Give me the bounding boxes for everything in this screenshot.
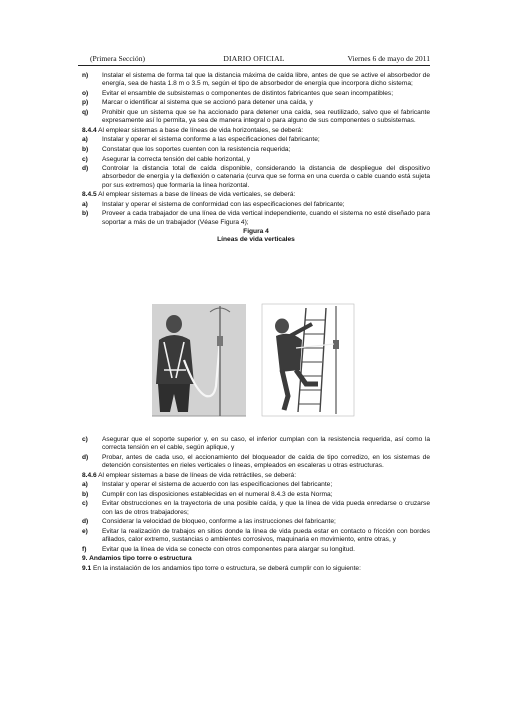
- header-publication: DIARIO OFICIAL: [223, 54, 285, 63]
- list-item: [82, 156, 430, 164]
- paragraph-number: 9.1: [82, 564, 92, 572]
- list-item-marker: b): [82, 210, 89, 218]
- list-item-text: Evitar la realización de trabajos en sitios donde la línea de vida pueda estar en contacto o fricción con bordes afilados, calor extremo, sustancias o ambientes corrosivos, maquinaria en movimiento, entre otras, y: [102, 527, 430, 543]
- list-item-marker: d): [82, 165, 89, 173]
- list-item-marker: p): [82, 99, 89, 107]
- list-item-text: Asegurar la correcta tensión del cable horizontal, y: [102, 155, 251, 163]
- paragraph-number: 8.4.5: [82, 191, 97, 199]
- paragraph-8-4-5: [82, 191, 430, 199]
- list-item: [82, 491, 430, 499]
- header-section: (Primera Sección): [90, 54, 146, 63]
- list-block-5: [82, 481, 430, 554]
- list-item-text: Prohibir que un sistema que se ha accionado para detener una caída, sea reutilizado, salvo que el fabricante expresamente así lo permita, ya sea de manera integral o para alguno de sus componentes o subsistemas.: [102, 108, 430, 125]
- list-item-marker: e): [82, 527, 88, 535]
- list-item-text: Instalar y operar el sistema de acuerdo con las especificaciones del fabricante;: [102, 481, 333, 489]
- list-item-text: Proveer a cada trabajador de una línea de vida vertical independiente, cuando el sistema no esté diseñado para soportar a más de un trabajador (Véase Figura 4);: [102, 210, 430, 226]
- list-item-marker: b): [82, 490, 89, 498]
- worker-harness-image: [152, 304, 246, 416]
- worker-ladder-image: [262, 304, 354, 416]
- list-item-text: Evitar el ensamble de subsistemas o componentes de distintos fabricantes que sean incompatibles;: [102, 89, 394, 97]
- list-item-text: Probar, antes de cada uso, el accionamiento del bloqueador de caída de tipo corredizo, en los sistemas de detención consistentes en rieles verticales o líneas, empleados en escaleras u otras estructuras.: [102, 453, 430, 469]
- list-item: [82, 109, 430, 125]
- header-date: Viernes 6 de mayo de 2011: [347, 54, 430, 63]
- list-item-marker: b): [82, 145, 89, 153]
- section-9-heading: 9. Andamios tipo torre o estructura: [82, 555, 192, 563]
- list-item-marker: d): [82, 453, 89, 461]
- list-item-text: Constatar que los soportes cuenten con la resistencia requerida;: [102, 145, 291, 153]
- list-item-text: Cumplir con las disposiciones establecidas en el numeral 8.4.3 de esta Norma;: [102, 490, 333, 498]
- list-item-text: Marcar o identificar al sistema que se accionó para detener una caída, y: [102, 99, 313, 107]
- list-item: [82, 165, 430, 190]
- list-item: [82, 436, 430, 452]
- paragraph-text: Al emplear sistemas a base de líneas de vida verticales, se deberá:: [96, 191, 296, 199]
- list-item-marker: f): [82, 545, 87, 553]
- figure-number: Figura 4: [243, 228, 269, 236]
- list-item-text: Instalar el sistema de forma tal que la distancia máxima de caída libre, antes de que se active el absorbedor de energía, sea de hasta 1.8 m o 3.5 m, según el tipo de absorbedor de energía que incorpora dicho sistema;: [102, 72, 430, 88]
- list-item-marker: c): [82, 500, 88, 508]
- list-item-marker: c): [82, 155, 88, 163]
- list-item: [82, 90, 430, 98]
- list-item-text: Evitar que la línea de vida se conecte con otros componentes para alargar su longitud.: [102, 545, 355, 553]
- lower-text: [82, 436, 430, 574]
- list-item-text: Instalar y operar el sistema conforme a las especificaciones del fabricante;: [102, 136, 320, 144]
- list-item: [82, 210, 430, 226]
- list-item-text: Asegurar que el soporte superior y, en su caso, el inferior cumplan con la resistencia requerida, así como la correcta tensión en el cable, según aplique, y: [102, 436, 430, 452]
- paragraph-8-4-6: [82, 472, 430, 480]
- list-item: [82, 528, 430, 544]
- list-item: [82, 201, 430, 209]
- list-item: [82, 146, 430, 154]
- paragraph-number: 8.4.6: [82, 471, 97, 479]
- list-item-text: Controlar la distancia total de caída disponible, considerando la distancia de despliegue del dispositivo absorbedor de energía y la deflexión o catenaria (curva que se forma en una cuerda o cable cuando está sujeta por sus extremos) que formaría la línea horizontal.: [102, 165, 430, 189]
- list-item-marker: a): [82, 200, 88, 208]
- list-item-marker: c): [82, 436, 88, 443]
- paragraph-number: 8.4.4: [82, 126, 97, 134]
- list-item: [82, 99, 430, 107]
- list-item: [82, 72, 430, 88]
- list-block-1: [82, 72, 430, 125]
- list-block-4: [82, 436, 430, 470]
- list-item-marker: n): [82, 72, 89, 79]
- list-item-text: Evitar obstrucciones en la trayectoria de una posible caída, y que la línea de vida pueda enredarse o cruzarse con las de otros trabajadores;: [102, 500, 430, 516]
- list-item-text: Considerar la velocidad de bloqueo, conforme a las instrucciones del fabricante;: [102, 518, 336, 526]
- list-item: [82, 500, 430, 516]
- list-item-marker: o): [82, 89, 89, 97]
- list-block-2: [82, 136, 430, 189]
- list-item-marker: a): [82, 136, 88, 144]
- paragraph-text: Al emplear sistemas a base de líneas de vida retráctiles, se deberá:: [96, 471, 297, 479]
- list-item: [82, 454, 430, 470]
- paragraph-text: En la instalación de los andamios tipo torre o estructura, se deberá cumplir con lo siguiente:: [91, 564, 361, 572]
- paragraph-8-4-4: [82, 127, 430, 135]
- list-item-marker: d): [82, 518, 89, 526]
- paragraph-9-1: [82, 565, 430, 573]
- list-item: [82, 546, 430, 554]
- list-item: [82, 481, 430, 489]
- paragraph-text: Al emplear sistemas a base de líneas de vida horizontales, se deberá:: [96, 126, 304, 134]
- vertical-lifelines-illustration: [150, 300, 356, 424]
- list-item-text: Instalar y operar el sistema de conformidad con las especificaciones del fabricante;: [102, 200, 345, 208]
- list-item: [82, 136, 430, 144]
- header-rule: [78, 65, 430, 66]
- upper-text: [82, 72, 430, 245]
- list-block-3: [82, 201, 430, 227]
- figure-illustration: [150, 300, 356, 424]
- list-item-marker: a): [82, 481, 88, 489]
- figure-caption: Líneas de vida verticales: [217, 236, 295, 244]
- list-item: [82, 518, 430, 526]
- list-item-marker: q): [82, 108, 89, 116]
